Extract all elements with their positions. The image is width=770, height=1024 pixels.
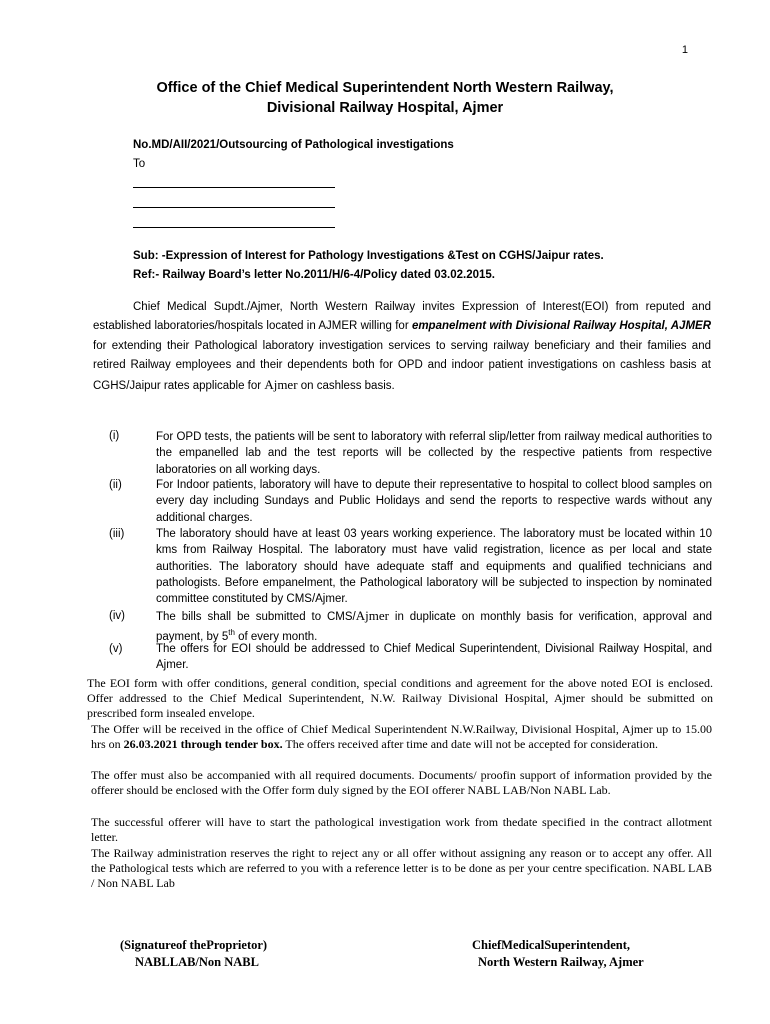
offer-receipt-text-2: The offers received after time and date will not be accepted for consideration.: [282, 737, 658, 752]
condition-city: Ajmer: [355, 608, 389, 623]
reference-number: No.MD/AII/2021/Outsourcing of Pathological investigations: [133, 139, 454, 151]
successful-offerer-paragraph: The successful offerer will have to start the pathological investigation work from thedate specified in the contract allotment letter.: [91, 815, 712, 845]
condition-text: For Indoor patients, laboratory will have to depute their representative to hospital to collect blood samples on every day including Sundays and Public Holidays and send the reports to respective wards without any additional charges.: [156, 479, 712, 524]
condition-text: The offers for EOI should be addressed to Chief Medical Superintendent, Divisional Railway Hospital, and Ajmer.: [156, 643, 712, 672]
intro-text-1: Chief Medical Supdt./Ajmer, North Western Railway invites Expression of Interest(EOI) from reputed and established laboratories/hospitals located in AJMER willing for: [93, 301, 711, 333]
intro-text-3: on cashless basis.: [297, 380, 395, 393]
address-blank-line-1: [133, 187, 335, 188]
proprietor-signature-line: (Signatureof theProprietor): [120, 938, 268, 952]
intro-city: Ajmer: [264, 377, 298, 393]
subject-line: Sub: -Expression of Interest for Pathology Investigations &Test on CGHS/Jaipur rates.: [133, 250, 604, 262]
condition-text-part: of every month.: [234, 631, 318, 644]
condition-number: (ii): [109, 479, 122, 491]
documents-paragraph: The offer must also be accompanied with all required documents. Documents/ proofin support of information provided by the offerer should be enclosed with the Offer form duly signed by the EOI offerer NABL LAB/Non NABL Lab.: [91, 768, 712, 798]
condition-text: For OPD tests, the patients will be sent to laboratory with referral slip/letter from railway medical authorities to the empanelled lab and the test reports will be collected by the respective patients from respective laboratories on all working days.: [156, 431, 712, 476]
condition-number: (iv): [109, 610, 125, 622]
rights-reserved-paragraph: The Railway administration reserves the right to reject any or all offer without assigning any reason or to accept any offer. All the Pathological tests which are referred to you with a reference letter is to be done as per your centre specification. NABL LAB / Non NABL Lab: [91, 846, 712, 891]
offer-receipt-text-1: The Offer will be received in the office of Chief Medical Superintendent N.W.Railway, Divisional Hospital, Ajmer up to 15.00 hrs on: [91, 722, 712, 752]
condition-number: (iii): [109, 528, 125, 540]
condition-number: (v): [109, 643, 123, 655]
condition-text: [156, 608, 712, 645]
tender-deadline: 26.03.2021 through tender box.: [123, 737, 283, 752]
cms-organization: North Western Railway, Ajmer: [478, 955, 644, 969]
cms-designation: ChiefMedicalSuperintendent,: [472, 938, 630, 952]
reference-line: Ref:- Railway Board’s letter No.2011/H/6-4/Policy dated 03.02.2015.: [133, 269, 495, 281]
address-blank-line-3: [133, 227, 335, 228]
condition-text-part: in duplicate on monthly basis for verification, approval and payment, by 5: [156, 611, 712, 644]
condition-text: The laboratory should have at least 03 years working experience. The laboratory must be located within 10 kms from Railway Hospital. The laboratory must have valid registration, licence as per local and state authorities. The laboratory should have adequate staff and equipments and qualified technicians and pathologists. Before empanelment, the Pathological laboratory will be subjected to inspection by nominated committee constituted by CMS/Ajmer.: [156, 528, 712, 606]
eoi-form-paragraph: The EOI form with offer conditions, general condition, special conditions and agreement for the above noted EOI is enclosed. Offer addressed to the Chief Medical Superintendent, N.W. Railway Divisional Hospital, Ajmer should be submitted on prescribed form insealed envelope.: [87, 676, 713, 721]
addressee-to: To: [133, 158, 146, 170]
page-number: 1: [681, 44, 688, 56]
address-blank-line-2: [133, 207, 335, 208]
proprietor-lab-type: NABLLAB/Non NABL: [135, 955, 259, 969]
condition-text-part: The bills shall be submitted to CMS/: [156, 611, 356, 623]
superscript-th: th: [228, 628, 235, 638]
intro-emphasis: empanelment with Divisional Railway Hospital, AJMER: [411, 320, 712, 333]
office-title-line2: Divisional Railway Hospital, Ajmer: [266, 100, 504, 116]
office-title-line1: Office of the Chief Medical Superintendent North Western Railway,: [156, 80, 614, 96]
condition-number: (i): [109, 430, 120, 442]
offer-receipt-paragraph: [91, 722, 712, 752]
intro-text-2: for extending their Pathological laboratory investigation services to serving railway beneficiary and their families and retired Railway employees and their dependents both for OPD and indoor patient investigations on cashless basis at CGHS/Jaipur rates applicable for: [93, 339, 711, 393]
intro-paragraph: [93, 298, 711, 396]
